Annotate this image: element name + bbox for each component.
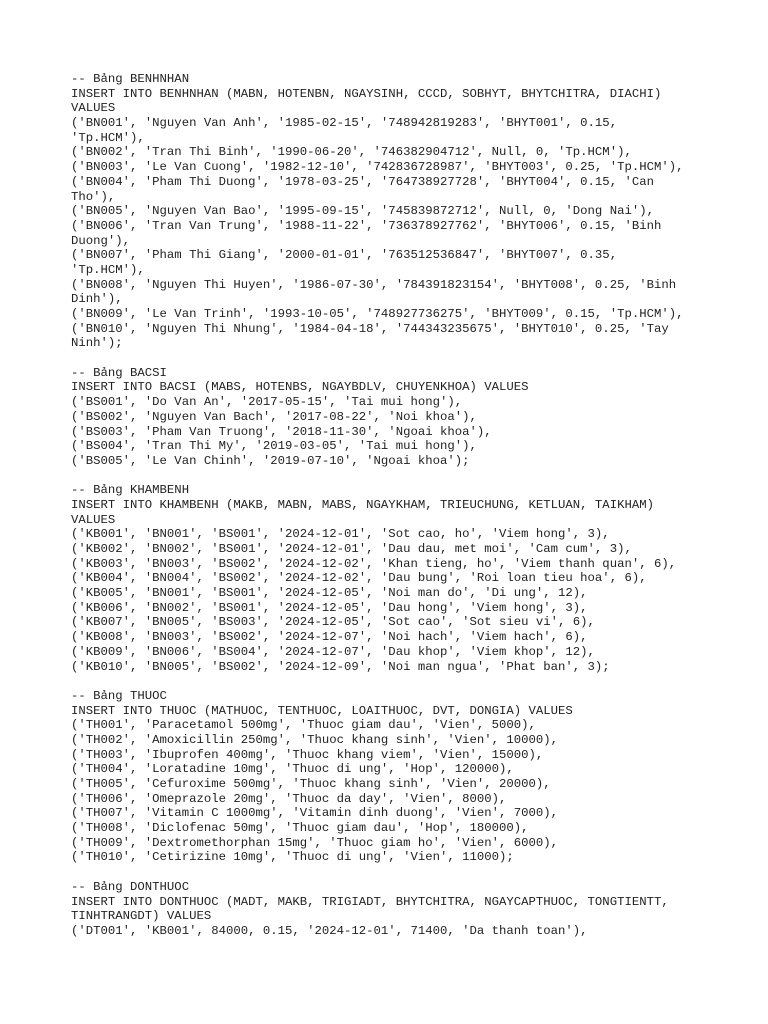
insert-statement-line: INSERT INTO THUOC (MATHUOC, TENTHUOC, LOAITHUOC, DVT, DONGIA) VALUES <box>71 703 573 718</box>
value-row-line: ('TH001', 'Paracetamol 500mg', 'Thuoc giam dau', 'Vien', 5000), <box>71 718 536 733</box>
value-row-line: ('KB009', 'BN006', 'BS004', '2024-12-07', 'Dau khop', 'Viem khop', 12), <box>71 644 595 659</box>
value-row-line: ('BN004', 'Pham Thi Duong', '1978-03-25', '764738927728', 'BHYT004', 0.15, 'Can <box>71 174 654 189</box>
value-row-line: ('BN007', 'Pham Thi Giang', '2000-01-01', '763512536847', 'BHYT007', 0.35, <box>71 248 618 263</box>
section-comment: -- Bảng KHAMBENH <box>71 483 190 498</box>
code-line: Tho'), <box>71 189 116 204</box>
section-comment: -- Bảng THUOC <box>71 688 167 703</box>
value-row-line: ('BN005', 'Nguyen Van Bao', '1995-09-15', '745839872712', Null, 0, 'Dong Nai'), <box>71 204 654 219</box>
insert-statement-line: INSERT INTO KHAMBENH (MAKB, MABN, MABS, NGAYKHAM, TRIEUCHUNG, KETLUAN, TAIKHAM) <box>71 497 654 512</box>
value-row-line: ('TH003', 'Ibuprofen 400mg', 'Thuoc khang viem', 'Vien', 15000), <box>71 747 544 762</box>
value-row-line: ('BN009', 'Le Van Trinh', '1993-10-05', '748927736275', 'BHYT009', 0.15, 'Tp.HCM'), <box>71 307 684 321</box>
value-row-line: ('BS005', 'Le Van Chinh', '2019-07-10', 'Ngoai khoa'); <box>71 453 470 468</box>
section-gap <box>71 351 768 366</box>
section-comment: -- Bảng DONTHUOC <box>71 879 190 894</box>
value-row-line: ('BS001', 'Do Van An', '2017-05-15', 'Tai mui hong'), <box>71 395 463 410</box>
value-row-line: ('BS004', 'Tran Thi My', '2019-03-05', 'Tai mui hong'), <box>71 439 477 454</box>
section-gap <box>71 674 768 689</box>
insert-statement-line: INSERT INTO DONTHUOC (MADT, MAKB, TRIGIADT, BHYTCHITRA, NGAYCAPTHUOC, TONGTIENTT, <box>71 894 669 909</box>
code-line: Ninh'); <box>71 336 123 351</box>
section-gap <box>71 469 768 484</box>
value-row-line: ('DT001', 'KB001', 84000, 0.15, '2024-12-01', 71400, 'Da thanh toan'), <box>71 923 588 938</box>
value-row-line: ('BN001', 'Nguyen Van Anh', '1985-02-15', '748942819283', 'BHYT001', 0.15, <box>71 116 618 131</box>
section-comment: -- Bảng BACSI <box>71 365 167 380</box>
value-row-line: ('TH010', 'Cetirizine 10mg', 'Thuoc di ung', 'Vien', 11000); <box>71 850 514 865</box>
value-row-line: ('KB001', 'BN001', 'BS001', '2024-12-01', 'Sot cao, ho', 'Viem hong', 3), <box>71 527 610 542</box>
value-row-line: ('TH007', 'Vitamin C 1000mg', 'Vitamin dinh duong', 'Vien', 7000), <box>71 806 559 821</box>
value-row-line: ('TH009', 'Dextromethorphan 15mg', 'Thuoc giam ho', 'Vien', 6000), <box>71 835 559 850</box>
value-row-line: ('BS002', 'Nguyen Van Bach', '2017-08-22', 'Noi khoa'), <box>71 409 477 424</box>
value-row-line: ('TH008', 'Diclofenac 50mg', 'Thuoc giam dau', 'Hop', 180000), <box>71 821 529 836</box>
insert-statement-line: INSERT INTO BACSI (MABS, HOTENBS, NGAYBDLV, CHUYENKHOA) VALUES <box>71 380 529 395</box>
value-row-line: ('BN006', 'Tran Van Trung', '1988-11-22', '736378927762', 'BHYT006', 0.15, 'Binh <box>71 218 662 233</box>
value-row-line: ('BN003', 'Le Van Cuong', '1982-12-10', '742836728987', 'BHYT003', 0.25, 'Tp.HCM'), <box>71 160 684 175</box>
value-row-line: ('KB007', 'BN005', 'BS003', '2024-12-05', 'Sot cao', 'Sot sieu vi', 6), <box>71 615 595 630</box>
value-row-line: ('TH006', 'Omeprazole 20mg', 'Thuoc da day', 'Vien', 8000), <box>71 791 507 806</box>
section-comment: -- Bảng BENHNHAN <box>71 72 190 86</box>
section-gap <box>71 865 768 880</box>
value-row-line: ('TH005', 'Cefuroxime 500mg', 'Thuoc khang sinh', 'Vien', 20000), <box>71 777 551 791</box>
code-line: VALUES <box>71 512 116 527</box>
code-line: 'Tp.HCM'), <box>71 130 145 145</box>
value-row-line: ('KB010', 'BN005', 'BS002', '2024-12-09', 'Noi man ngua', 'Phat ban', 3); <box>71 659 610 674</box>
value-row-line: ('KB004', 'BN004', 'BS002', '2024-12-02', 'Dau bung', 'Roi loan tieu hoa', 6), <box>71 571 647 586</box>
value-row-line: ('BS003', 'Pham Van Truong', '2018-11-30', 'Ngoai khoa'), <box>71 424 492 439</box>
value-row-line: ('BN010', 'Nguyen Thi Nhung', '1984-04-18', '744343235675', 'BHYT010', 0.25, 'Tay <box>71 321 669 336</box>
value-row-line: ('TH004', 'Loratadine 10mg', 'Thuoc di ung', 'Hop', 120000), <box>71 762 514 777</box>
value-row-line: ('BN002', 'Tran Thi Binh', '1990-06-20', '746382904712', Null, 0, 'Tp.HCM'), <box>71 145 632 160</box>
value-row-line: ('KB008', 'BN003', 'BS002', '2024-12-07', 'Noi hach', 'Viem hach', 6), <box>71 630 588 645</box>
code-line: TINHTRANGDT) VALUES <box>71 909 212 924</box>
sql-script-text <box>71 72 768 939</box>
value-row-line: ('KB005', 'BN001', 'BS001', '2024-12-05', 'Noi man do', 'Di ung', 12), <box>71 586 588 601</box>
code-line: Duong'), <box>71 233 131 248</box>
code-line: VALUES <box>71 101 116 116</box>
value-row-line: ('KB003', 'BN003', 'BS002', '2024-12-02', 'Khan tieng, ho', 'Viem thanh quan', 6), <box>71 556 677 571</box>
value-row-line: ('TH002', 'Amoxicillin 250mg', 'Thuoc khang sinh', 'Vien', 10000), <box>71 732 559 747</box>
code-line: 'Tp.HCM'), <box>71 262 145 277</box>
value-row-line: ('BN008', 'Nguyen Thi Huyen', '1986-07-30', '784391823154', 'BHYT008', 0.25, 'Binh <box>71 277 677 292</box>
insert-statement-line: INSERT INTO BENHNHAN (MABN, HOTENBN, NGAYSINH, CCCD, SOBHYT, BHYTCHITRA, DIACHI) <box>71 86 662 101</box>
value-row-line: ('KB006', 'BN002', 'BS001', '2024-12-05', 'Dau hong', 'Viem hong', 3), <box>71 600 588 615</box>
code-line: Dinh'), <box>71 292 123 307</box>
value-row-line: ('KB002', 'BN002', 'BS001', '2024-12-01', 'Dau dau, met moi', 'Cam cum', 3), <box>71 542 632 556</box>
